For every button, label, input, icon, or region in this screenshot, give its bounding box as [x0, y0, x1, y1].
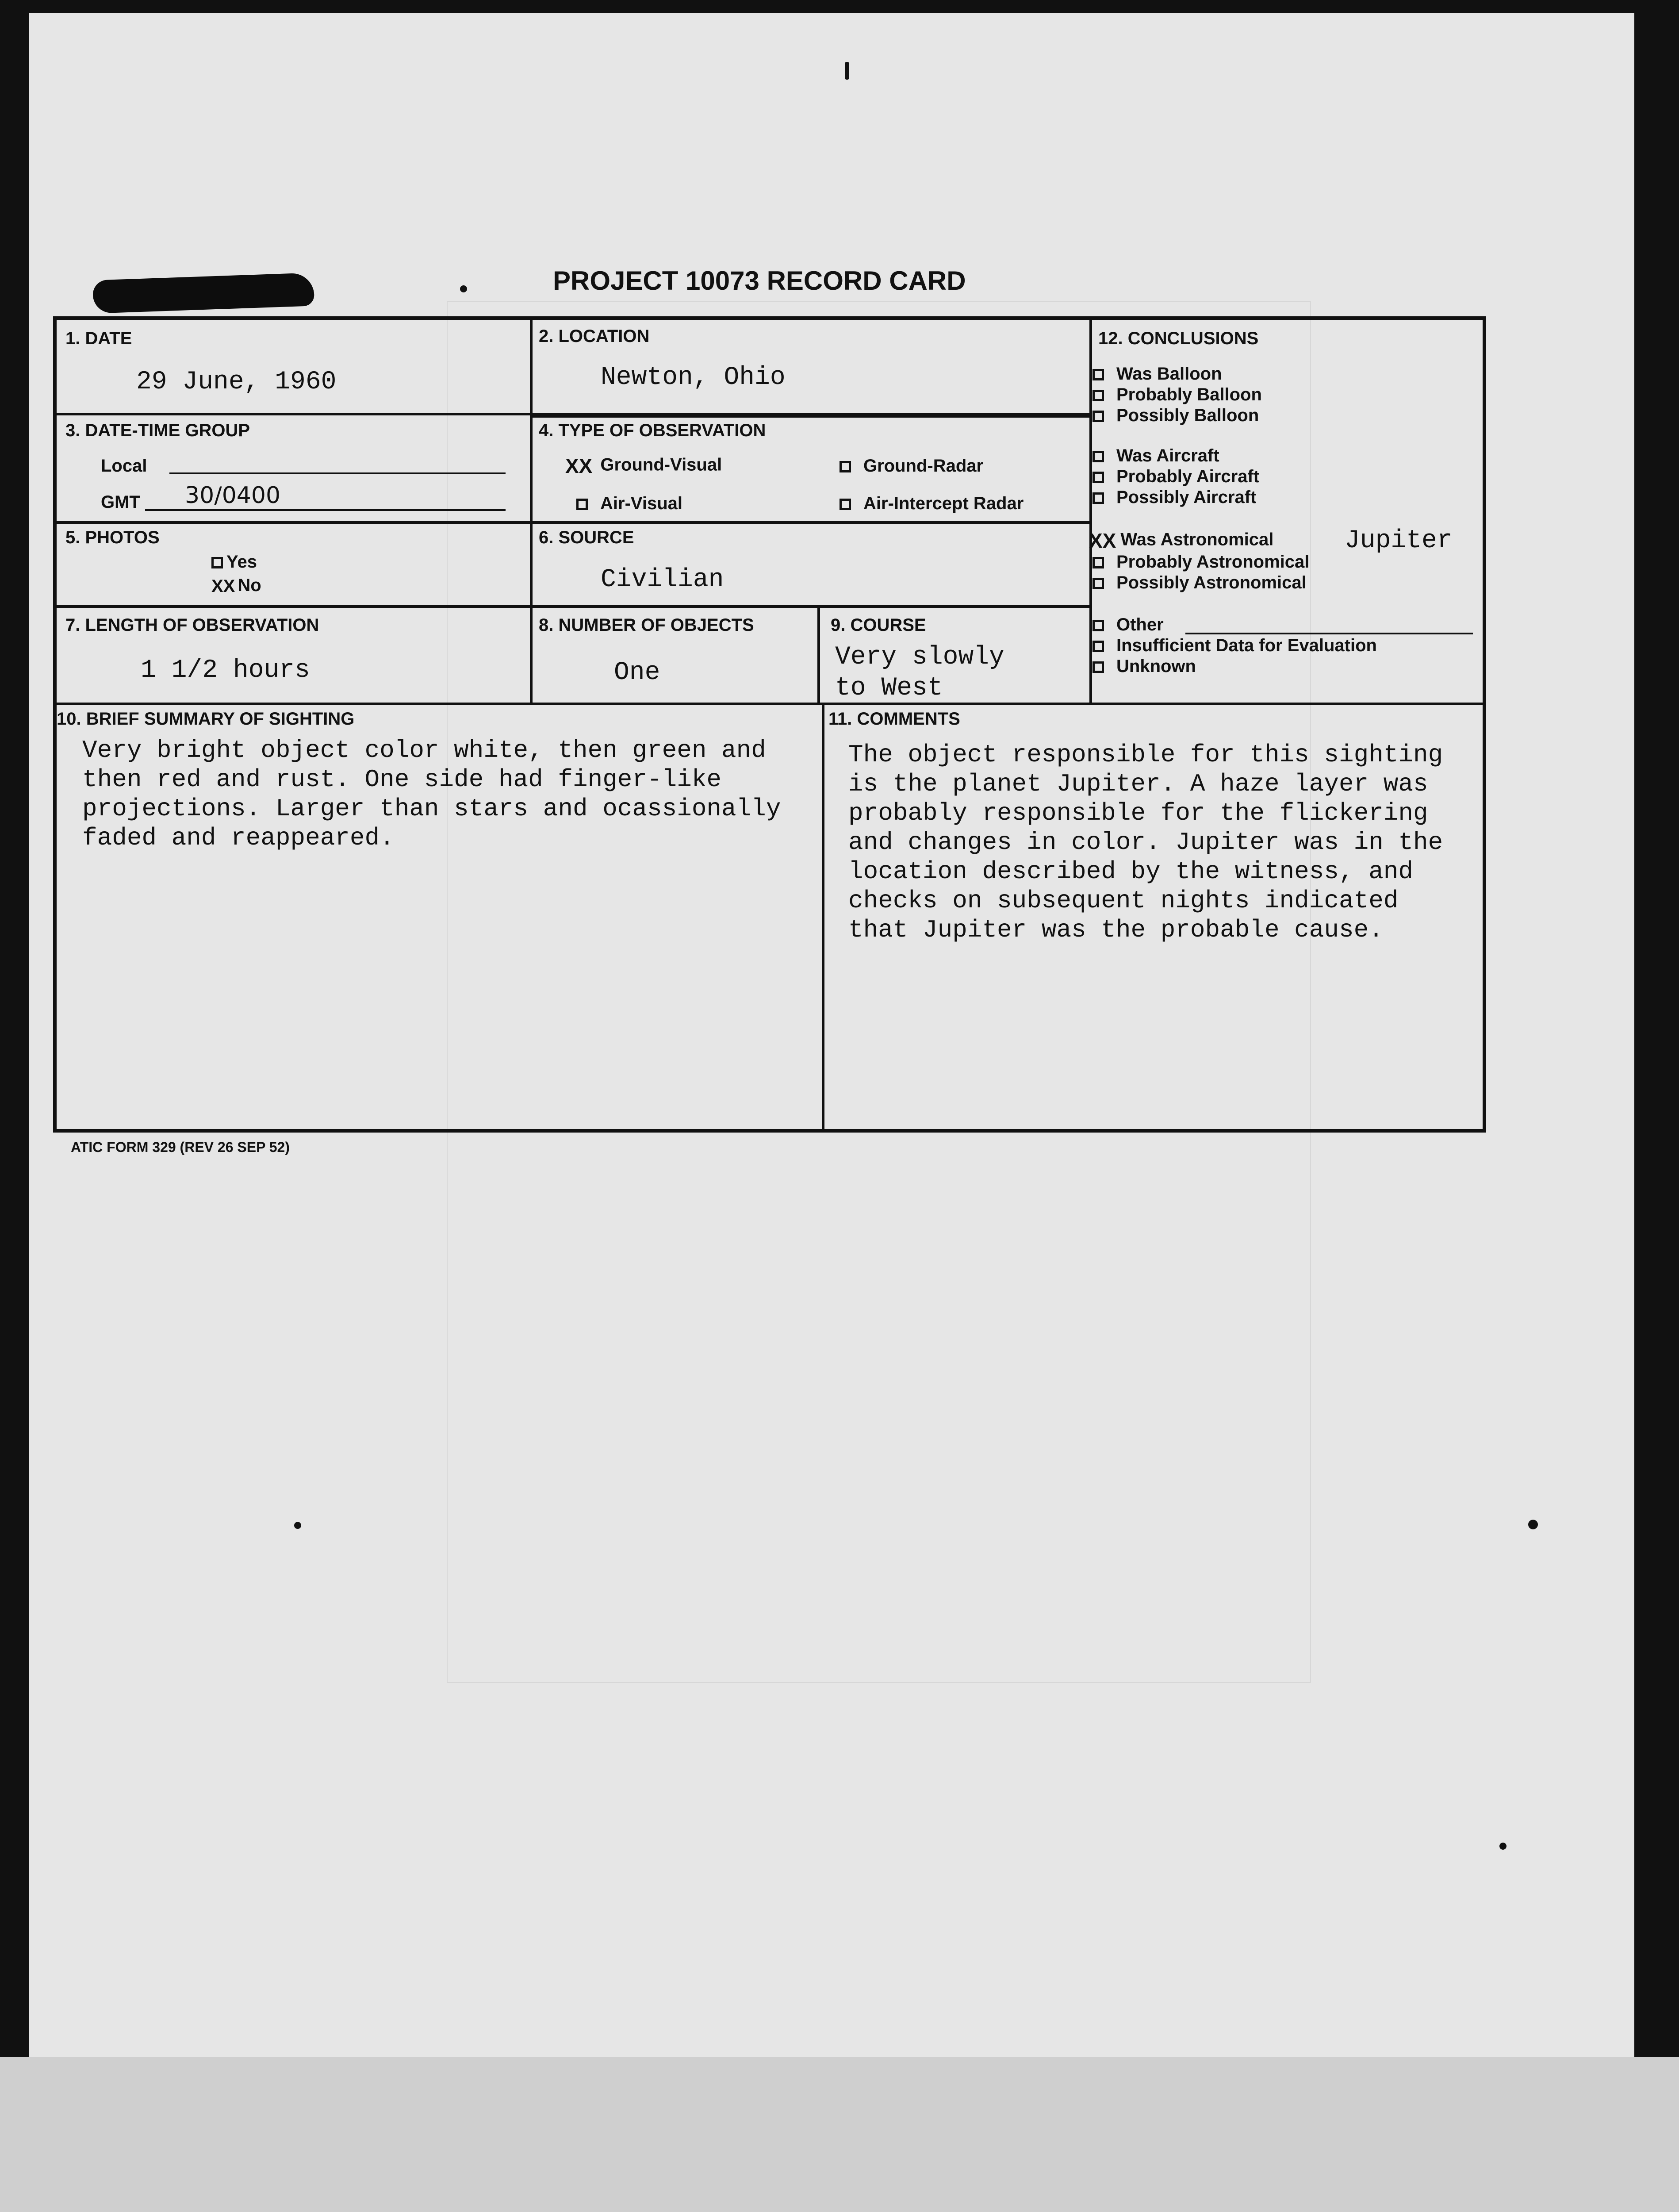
record-card-grid: [53, 316, 1486, 1133]
scan-mark: [1528, 1520, 1538, 1529]
conclusion-possibly-balloon: Possibly Balloon: [1092, 406, 1259, 426]
summary-line: projections. Larger than stars and ocassionally: [82, 795, 781, 823]
was-astronomical-checkmark: XX: [1089, 529, 1116, 552]
ground-radar-checkbox: [840, 461, 851, 472]
summary-line: Very bright object color white, then green and: [82, 736, 766, 764]
dtg-label: 3. DATE-TIME GROUP: [65, 421, 250, 440]
conclusion-probably-aircraft: Probably Aircraft: [1092, 467, 1259, 487]
observation-type-label: 4. TYPE OF OBSERVATION: [539, 421, 766, 440]
conclusion-probably-astronomical: Probably Astronomical: [1092, 552, 1309, 572]
comments-label: 11. COMMENTS: [828, 709, 960, 729]
air-intercept-radar-checkbox: [840, 499, 851, 510]
checkbox: [1092, 578, 1104, 589]
local-label: Local: [101, 456, 147, 476]
conclusion-was-balloon: Was Balloon: [1092, 364, 1222, 384]
conclusion-was-aircraft: Was Aircraft: [1092, 446, 1219, 466]
air-intercept-radar-option: Air-Intercept Radar: [840, 494, 1024, 514]
conclusion-was-astronomical: XX Was Astronomical: [1089, 529, 1274, 552]
air-visual-option: Air-Visual: [576, 494, 682, 514]
summary-text: [82, 736, 781, 853]
comments-line: The object responsible for this sighting: [848, 741, 1443, 769]
checkbox: [1092, 390, 1104, 401]
checkbox: [1092, 492, 1104, 504]
conclusion-possibly-aircraft: Possibly Aircraft: [1092, 488, 1256, 507]
length-value: 1 1/2 hours: [141, 656, 310, 685]
comments-line: and changes in color. Jupiter was in the: [848, 828, 1443, 856]
conclusions-label: 12. CONCLUSIONS: [1098, 329, 1259, 348]
conclusion-other: Other: [1092, 615, 1164, 635]
photos-yes-option: Yes: [211, 552, 257, 572]
gmt-value: 30/0400: [185, 482, 281, 509]
ground-visual-checkmark: XX: [565, 454, 593, 477]
conclusion-insufficient: Insufficient Data for Evaluation: [1092, 636, 1377, 656]
checkbox: [1092, 661, 1104, 673]
gmt-label: GMT: [101, 492, 140, 512]
card-title: PROJECT 10073 RECORD CARD: [553, 266, 966, 296]
date-value: 29 June, 1960: [136, 368, 337, 396]
lower-table-surface: [0, 2057, 1679, 2212]
ground-visual-option: XX Ground-Visual: [565, 454, 722, 477]
checkbox: [1092, 641, 1104, 652]
checkbox: [1092, 369, 1104, 380]
other-underline: [1185, 633, 1473, 634]
checkbox: [1092, 472, 1104, 483]
summary-label: 10. BRIEF SUMMARY OF SIGHTING: [57, 709, 355, 729]
objects-value: One: [614, 658, 660, 687]
photos-yes-checkbox: [211, 557, 223, 568]
course-line-2: to West: [835, 674, 943, 703]
scan-mark: [294, 1522, 301, 1529]
source-label: 6. SOURCE: [539, 528, 634, 547]
conclusion-probably-balloon: Probably Balloon: [1092, 385, 1262, 405]
course-label: 9. COURSE: [831, 615, 926, 635]
ground-radar-option: Ground-Radar: [840, 456, 983, 476]
conclusion-possibly-astronomical: Possibly Astronomical: [1092, 573, 1307, 593]
photos-no-checkmark: XX: [211, 576, 235, 596]
photos-label: 5. PHOTOS: [65, 528, 160, 547]
source-value: Civilian: [601, 565, 724, 594]
location-value: Newton, Ohio: [601, 363, 786, 392]
checkbox: [1092, 411, 1104, 422]
photos-no-option: XX No: [211, 576, 261, 596]
scan-mark: [845, 62, 849, 80]
comments-line: location described by the witness, and: [848, 857, 1414, 886]
length-label: 7. LENGTH OF OBSERVATION: [65, 615, 319, 635]
conclusion-unknown: Unknown: [1092, 657, 1196, 676]
checkbox: [1092, 451, 1104, 462]
checkbox: [1092, 620, 1104, 631]
scan-mark: [460, 285, 467, 292]
course-line-1: Very slowly: [835, 643, 1004, 672]
air-visual-checkbox: [576, 499, 588, 510]
summary-line: faded and reappeared.: [82, 824, 395, 852]
scan-mark: [1499, 1843, 1506, 1850]
location-label: 2. LOCATION: [539, 326, 650, 346]
comments-line: is the planet Jupiter. A haze layer was: [848, 770, 1428, 798]
comments-line: checks on subsequent nights indicated: [848, 887, 1399, 915]
date-label: 1. DATE: [65, 329, 132, 348]
comments-text: [848, 740, 1443, 945]
checkbox: [1092, 557, 1104, 568]
summary-line: then red and rust. One side had finger-like: [82, 765, 722, 794]
objects-label: 8. NUMBER OF OBJECTS: [539, 615, 754, 635]
comments-line: that Jupiter was the probable cause.: [848, 916, 1384, 944]
form-number: ATIC FORM 329 (REV 26 SEP 52): [71, 1139, 290, 1155]
conclusion-handwritten-note: Jupiter: [1345, 526, 1453, 555]
comments-line: probably responsible for the flickering: [848, 799, 1428, 827]
